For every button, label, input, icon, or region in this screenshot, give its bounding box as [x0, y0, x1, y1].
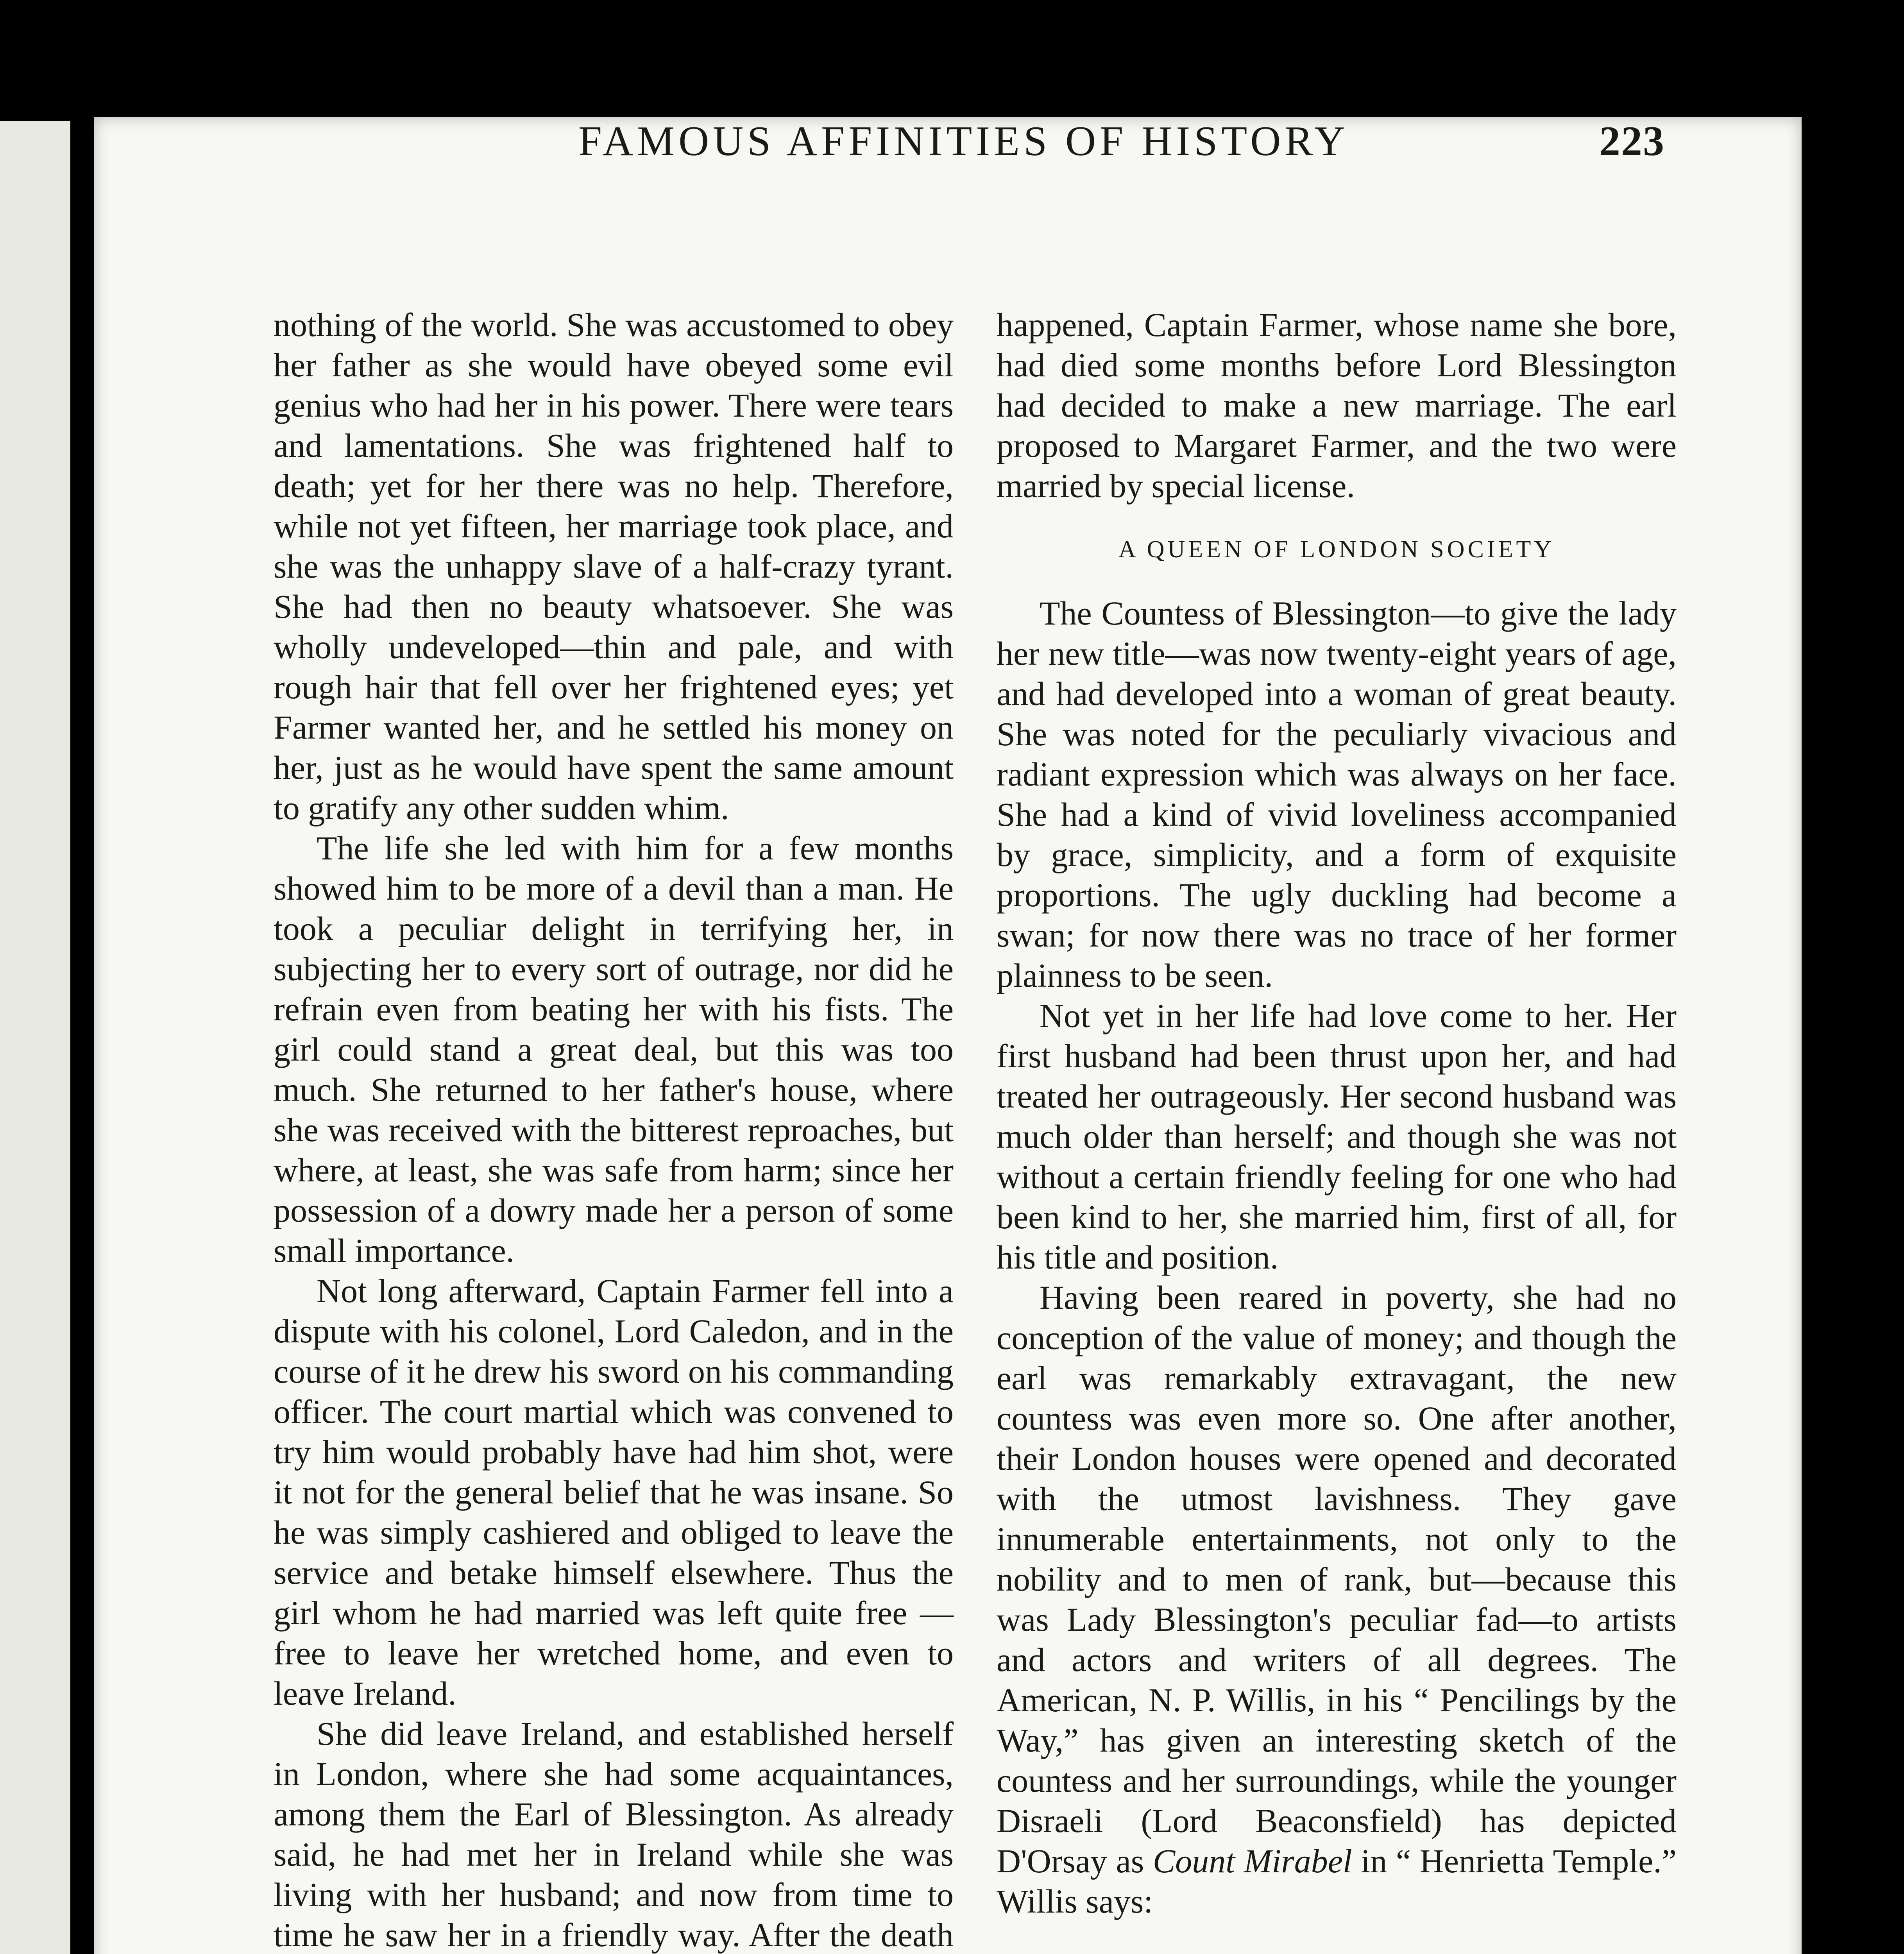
paragraph: The Countess of Blessington—to give the lady her new title—was now twenty-eight years of age, and had developed into a woman of great beauty. She was noted for the peculiarly vivacious and radiant expression which was always on her face. She had a kind of vivid loveliness accompanied by grace, simplicity, and a form of exquisite proportions. The ugly duckling had become a swan; for now there was no trace of her former plainness to be seen.: [997, 594, 1677, 994]
text-run: Having been reared in poverty, she had no conception of the value of money; and though the earl was remarkably extravagant, the new countess was even more so. One after another, their London houses were opened and decorated with the utmost lavishness. They gave innumerable entertainments, not only to the nobility and to men of rank, but—because this was Lady Blessington's peculiar fad—to artists and actors and writers of all degrees. The American, N. P. Willis, in his “ Pencilings by the Way,” has given an interesting sketch of the countess and her surroundings, while the younger Disraeli (Lord Beaconsfield) has depicted D'Orsay as: [997, 1279, 1677, 1880]
section-heading: A QUEEN OF LONDON SOCIETY: [1118, 536, 1555, 563]
running-title: FAMOUS AFFINITIES OF HISTORY: [578, 118, 1349, 165]
paragraph: Not yet in her life had love come to her. Her first husband had been thrust upon her, and had treated her outrageously. Her second husband was much older than herself; and though she was not without a certain friendly feeling for one who had been kind to her, she married him, first of all, for his title and position.: [997, 997, 1677, 1276]
page-number: 223: [1599, 118, 1665, 165]
paragraph: She did leave Ireland, and established herself in London, where she had some acquaintances, among them the Earl of Blessington. As already said, he had met her in Ireland while she was living with her husband; and now from time to time he saw her in a friendly way. After the death: [274, 1715, 954, 1954]
paragraph: nothing of the world. She was accustomed to obey her father as she would have obeyed some evil genius who had her in his power. There were tears and lamentations. She was frightened half to death; yet for her there was no help. Therefore, while not yet fifteen, her marriage took place, and she was the unhappy slave of a half-crazy tyrant. She had then no beauty whatsoever. She was wholly undeveloped—thin and pale, and with rough hair that fell over her frightened eyes; yet Farmer wanted her, and he settled his money on her, just as he would have spent the same amount to gratify any other sudden whim.: [274, 306, 954, 827]
paragraph-willis: [997, 1278, 1677, 1922]
italic-text: Count Mirabel: [1152, 1842, 1352, 1880]
left-column: [274, 305, 954, 1954]
paragraph: Not long afterward, Captain Farmer fell into a dispute with his colonel, Lord Caledon, and in the course of it he drew his sword on his commanding officer. The court martial which was convened to try him would probably have had him shot, were it not for the general belief that he was insane. So he was simply cashiered and obliged to leave the service and betake himself elsewhere. Thus the girl whom he had married was left quite free —free to leave her wretched home, and even to leave Ireland.: [274, 1272, 954, 1712]
paragraph: The life she led with him for a few months showed him to be more of a devil than a man. He took a peculiar delight in terrifying her, in subjecting her to every sort of outrage, nor did he refrain even from beating her with his fists. The girl could stand a great deal, but this was too much. She returned to her father's house, where she was received with the bitterest reproaches, but where, at least, she was safe from harm; since her possession of a dowry made her a person of some small importance.: [274, 829, 954, 1269]
adjacent-page-edge: [0, 121, 70, 1954]
right-column: [997, 305, 1677, 1954]
paragraph: happened, Captain Farmer, whose name she bore, had died some months before Lord Blessington had decided to make a new marriage. The earl proposed to Margaret Farmer, and the two were married by special license.: [997, 306, 1677, 505]
text-run: in “ Henrietta Temple.” Willis says:: [997, 1842, 1677, 1920]
